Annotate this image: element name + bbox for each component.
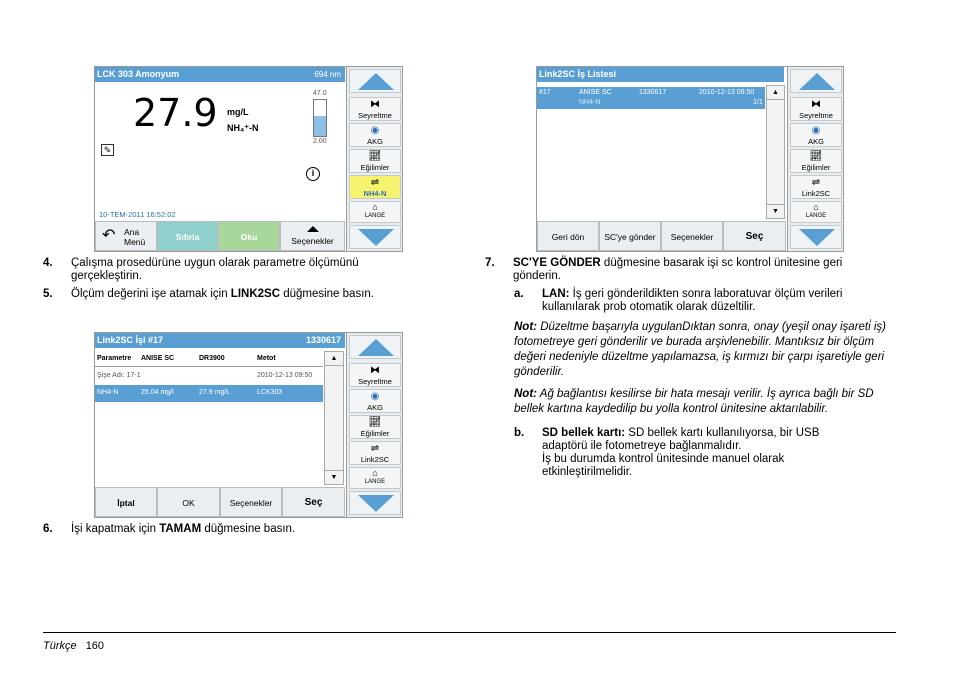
scroll-up-button[interactable] <box>790 69 842 93</box>
arrow-down-icon <box>358 495 394 512</box>
trends-button[interactable]: 📈︎ Eğilimler <box>349 149 401 173</box>
footer <box>43 640 104 652</box>
footer-rule <box>43 632 896 633</box>
substep-b-text: SD bellek kartı: SD bellek kartı kullanılıyorsa, bir USB adaptörü ile fotometreye bağlanmalıdır. İş bu durumda kontrol ünitesinde manuel olarak etkinleştirilmelidir. <box>542 427 820 478</box>
note-1: Not: Düzeltme başarıyla uygulanDıktan sonra, onay (yeşil onay işareti̇ iş) fotometreye geri gönderilir ve burada arşivlenebilir. Mantıksız bir ölçüm değeri nedeniyle düzeltme yapılamazsa, iş kırmızı bir çarpı işaretiyle geri gönderilir. <box>514 321 886 378</box>
note-2: Not: Ağ bağlantısı kesilirse bir hata mesajı verilir. İş ayrıca bağlı bir SD bellek kartına kaydedilip bu yolla kontrol ünitesine aktarılabilir. <box>514 388 874 415</box>
options-label: Seçenekler <box>291 236 334 246</box>
house-icon: ⌂ <box>813 202 819 212</box>
step-6-text: İşi kapatmak için TAMAM düğmesine basın. <box>71 523 296 535</box>
arrow-up-icon <box>358 339 394 356</box>
screen-title: Link2SC İş Listesi <box>539 69 617 79</box>
screen-link2sc-joblist <box>536 66 844 252</box>
lange-logo: ⌂ LANGE <box>349 201 401 223</box>
trends-button[interactable]: 📈︎ Eğilimler <box>349 415 401 439</box>
step-5-text: Ölçüm değerini işe atamak için LINK2SC düğmesine basın. <box>71 288 374 300</box>
back-icon: ↶ <box>102 227 116 244</box>
screen-link2sc-job <box>94 332 403 518</box>
scroll-up-small[interactable]: ▲ <box>325 352 343 366</box>
lange-logo: ⌂ LANGE <box>790 201 842 223</box>
house-icon: ⌂ <box>372 468 378 478</box>
arrow-up-icon <box>358 73 394 90</box>
job-id: 1330617 <box>305 335 341 345</box>
edit-icon[interactable]: ✎ <box>101 144 114 156</box>
options-button[interactable]: Seçenekler <box>220 487 282 517</box>
arrow-down-icon <box>799 229 835 246</box>
measurement-unit: mg/L <box>227 107 249 117</box>
scroll-down-button[interactable] <box>349 225 401 249</box>
scroll-down-small[interactable]: ▼ <box>767 204 784 218</box>
side-panel <box>346 333 402 517</box>
substep-a-text: LAN: İş geri gönderildikten sonra laboratuvar ölçüm verileri kullanılarak prob otomatik olarak düzeltilir. <box>542 288 843 313</box>
footer-language: Türkçe <box>43 640 77 652</box>
arrow-down-icon <box>358 229 394 246</box>
step-7-text: SC'YE GÖNDER düğmesine basarak işi sc kontrol ünitesine geri gönderin. <box>513 257 843 282</box>
lange-logo: ⌂ LANGE <box>349 467 401 489</box>
link2sc-button[interactable]: ⇌ Link2SC <box>349 441 401 465</box>
level-gauge <box>313 99 327 137</box>
scrollbar[interactable] <box>766 85 785 219</box>
footer-page: 160 <box>85 640 105 652</box>
link-device-icon: ⇌ <box>811 177 821 188</box>
main-menu-button[interactable] <box>95 221 157 251</box>
akg-icon: ◉ <box>370 125 380 136</box>
akg-button[interactable]: ◉ AKG <box>790 123 842 147</box>
scroll-up-button[interactable] <box>349 69 401 93</box>
info-icon[interactable]: i <box>306 167 320 181</box>
trends-button[interactable]: 📈︎ Eğilimler <box>790 149 842 173</box>
akg-icon: ◉ <box>811 125 821 136</box>
trend-chart-icon: 📈︎ <box>368 151 382 162</box>
options-button[interactable]: Seçenekler <box>661 221 723 251</box>
list-item-selected[interactable]: #17 ANISE SC 1330617 2010-12-13 09:50 NH4-N 1/1 <box>537 87 765 109</box>
trend-chart-icon: 📈︎ <box>368 417 382 428</box>
screen-title-bar <box>95 333 345 348</box>
dilution-icon: ⧓ <box>370 365 380 376</box>
table-header: Parametre ANISE SC DR3900 Metot <box>95 353 323 367</box>
back-button[interactable]: Geri dön <box>537 221 599 251</box>
step-4-text: Çalışma prosedürüne uygun olarak parametre ölçümünü gerçekleştirin. <box>71 257 359 282</box>
akg-button[interactable]: ◉ AKG <box>349 123 401 147</box>
table-row[interactable]: Şişe Adı: 17-1 2010-12-13 09:50 <box>97 372 313 379</box>
scroll-up-button[interactable] <box>349 335 401 359</box>
reset-button[interactable]: Sıfırla <box>157 221 218 251</box>
akg-icon: ◉ <box>370 391 380 402</box>
dilution-icon: ⧓ <box>811 99 821 110</box>
akg-button[interactable]: ◉ AKG <box>349 389 401 413</box>
options-button[interactable] <box>280 221 345 251</box>
scroll-down-button[interactable] <box>790 225 842 249</box>
screen-measurement <box>94 66 403 252</box>
trend-chart-icon: 📈︎ <box>809 151 823 162</box>
screen-title-bar <box>537 67 784 82</box>
select-button[interactable]: Seç <box>282 487 345 517</box>
wavelength: 694 nm <box>314 70 341 79</box>
select-button[interactable]: Seç <box>723 221 786 251</box>
side-panel <box>787 67 843 251</box>
chemical-form: NH₄⁺-N <box>227 123 259 133</box>
screen-title: Link2SC İşi #17 <box>97 335 164 345</box>
scrollbar[interactable] <box>324 351 344 485</box>
nh4n-button[interactable]: ⇌ NH4-N <box>349 175 401 199</box>
link-device-icon: ⇌ <box>370 443 380 454</box>
dilution-icon: ⧓ <box>370 99 380 110</box>
scroll-down-small[interactable]: ▼ <box>325 470 343 484</box>
screen-title: LCK 303 Amonyum <box>97 69 180 79</box>
scale-max: 47.0 <box>313 90 327 97</box>
measurement-value: 27.9 <box>133 91 218 135</box>
datetime: 10-TEM-2011 16:52:02 <box>99 210 176 219</box>
dilution-button[interactable]: ⧓ Seyreltme <box>349 363 401 387</box>
level-gauge-fill <box>314 116 326 136</box>
house-icon: ⌂ <box>372 202 378 212</box>
main-menu-label: Ana Menü <box>124 227 146 247</box>
cancel-button[interactable]: İptal <box>95 487 157 517</box>
scroll-up-small[interactable]: ▲ <box>767 86 784 100</box>
screen-title-bar <box>95 67 345 82</box>
side-panel <box>346 67 402 251</box>
table-row-selected[interactable]: NH4-N 25.04 mg/l 27.9 mg/L LCK303 <box>95 385 323 402</box>
link-device-icon: ⇌ <box>370 177 380 188</box>
dilution-button[interactable]: ⧓ Seyreltme <box>349 97 401 121</box>
link2sc-button[interactable]: ⇌ Link2SC <box>790 175 842 199</box>
arrow-up-icon <box>799 73 835 90</box>
scroll-down-button[interactable] <box>349 491 401 515</box>
ok-button[interactable]: OK <box>157 487 220 517</box>
send-to-sc-button[interactable]: SC'ye gönder <box>599 221 661 251</box>
read-button[interactable]: Oku <box>218 221 280 251</box>
scale-min: 2.00 <box>313 138 327 145</box>
triangle-up-icon <box>307 226 319 232</box>
dilution-button[interactable]: ⧓ Seyreltme <box>790 97 842 121</box>
